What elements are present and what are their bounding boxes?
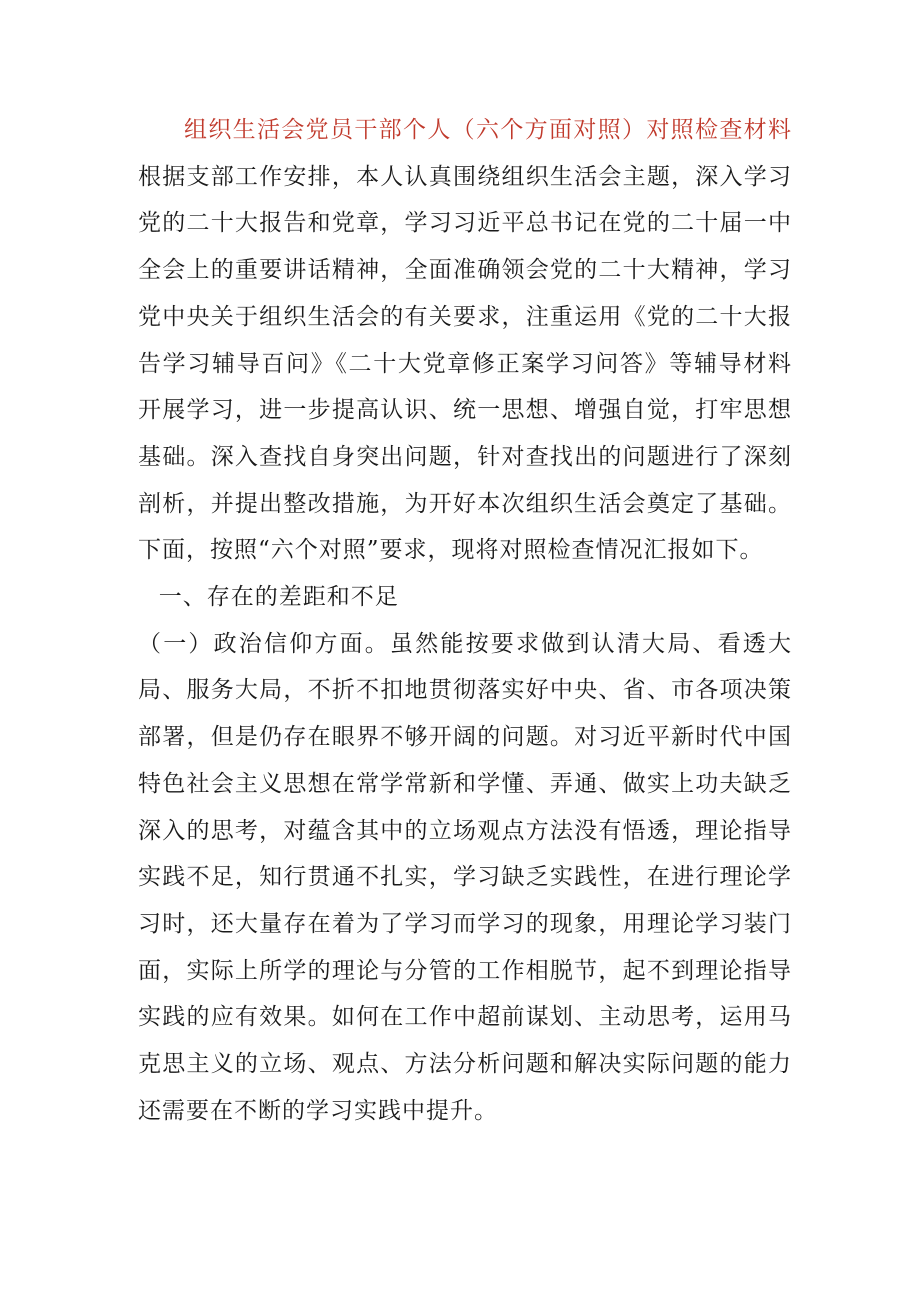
document-body	[138, 107, 792, 1134]
body-paragraph-1: （一）政治信仰方面。虽然能按要求做到认清大局、看透大局、服务大局，不折不扣地贯彻落实好中央、省、市各项决策部署，但是仍存在眼界不够开阔的问题。对习近平新时代中国特色社会主义思想在常学常新和学懂、弄通、做实上功夫缺乏深入的思考，对蕴含其中的立场观点方法没有悟透，理论指导实践不足，知行贯通不扎实，学习缺乏实践性，在进行理论学习时，还大量存在着为了学习而学习的现象，用理论学习装门面，实际上所学的理论与分管的工作相脱节，起不到理论指导实践的应有效果。如何在工作中超前谋划、主动思考，运用马克思主义的立场、观点、方法分析问题和解决实际问题的能力还需要在不断的学习实践中提升。	[138, 630, 792, 1124]
document-title: 组织生活会党员干部个人（六个方面对照）对照检查材料	[184, 117, 792, 143]
intro-paragraph	[138, 107, 792, 574]
intro-text: 根据支部工作安排，本人认真围绕组织生活会主题，深入学习党的二十大报告和党章，学习习近平总书记在党的二十届一中全会上的重要讲话精神，全面准确领会党的二十大精神，学习党中央关于组织生活会的有关要求，注重运用《党的二十大报告学习辅导百问》《二十大党章修正案学习问答》等辅导材料开展学习，进一步提高认识、统一思想、增强自觉，打牢思想基础。深入查找自身突出问题，针对查找出的问题进行了深刻剖析，并提出整改措施，为开好本次组织生活会奠定了基础。下面，按照“六个对照”要求，现将对照检查情况汇报如下。	[138, 163, 792, 564]
section-heading: 一、存在的差距和不足	[158, 584, 399, 611]
